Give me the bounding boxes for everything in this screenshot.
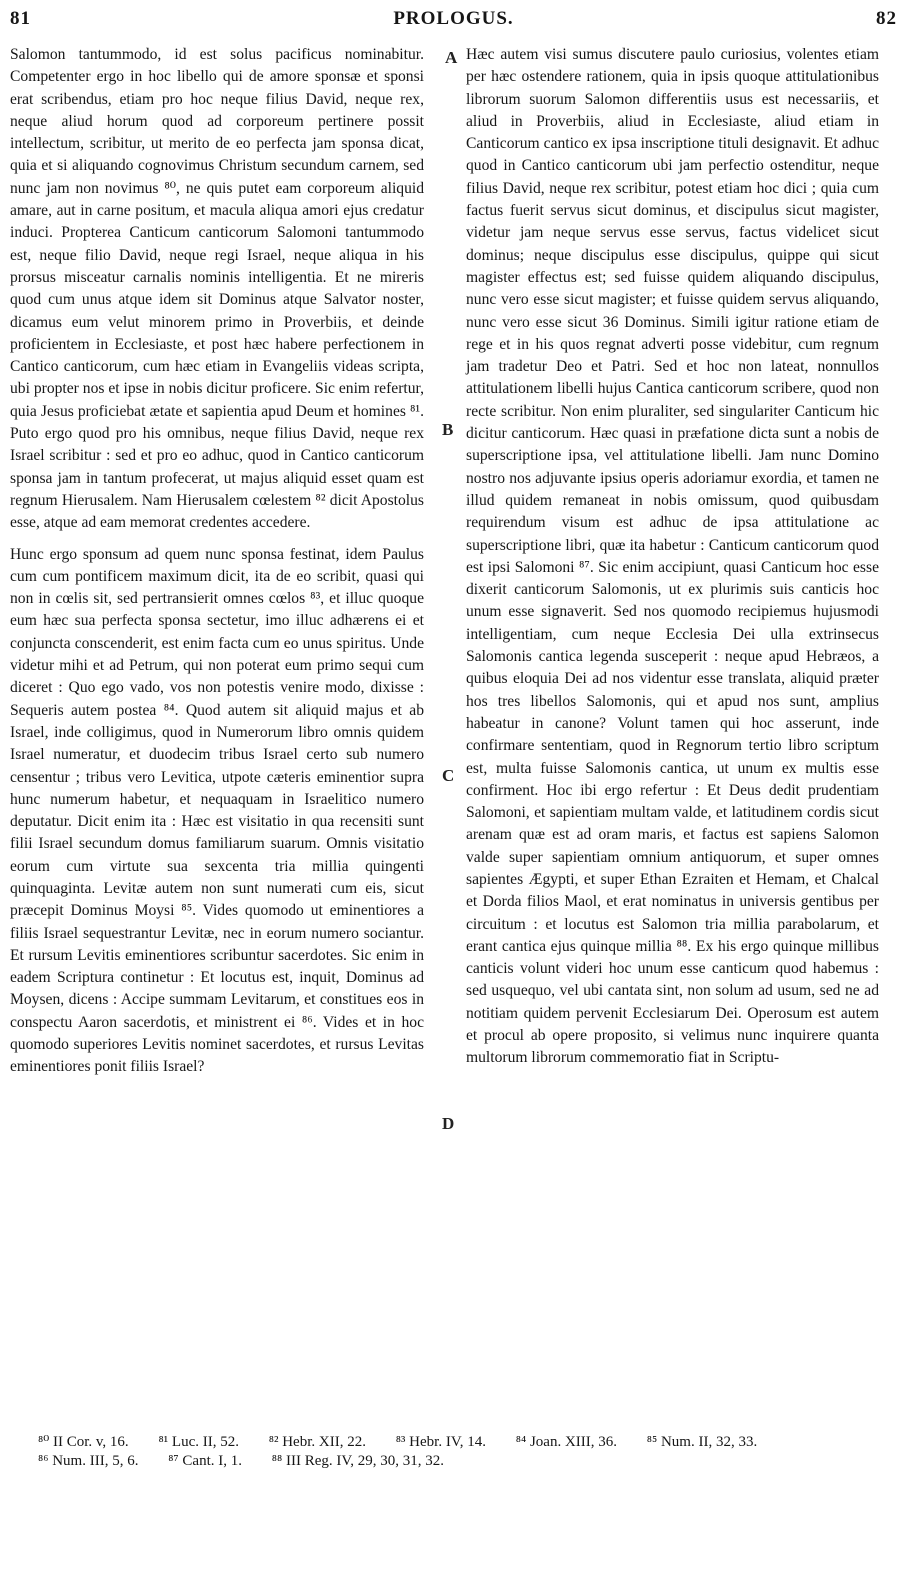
page-number-left: 81 bbox=[10, 8, 31, 29]
footnote-81: ⁸¹ Luc. II, 52. bbox=[158, 1434, 239, 1450]
footnote-line-1 bbox=[38, 1433, 877, 1452]
footnotes bbox=[38, 1433, 877, 1471]
footnote-88: ⁸⁸ III Reg. IV, 29, 30, 31, 32. bbox=[271, 1453, 445, 1469]
right-column bbox=[466, 44, 879, 1070]
page-header bbox=[10, 6, 897, 36]
left-column bbox=[10, 44, 424, 1079]
column-marker-b: B bbox=[442, 420, 454, 439]
column-marker-a: A bbox=[445, 48, 458, 67]
footnote-82: ⁸² Hebr. XII, 22. bbox=[268, 1434, 366, 1450]
running-title: PROLOGUS. bbox=[393, 8, 514, 29]
footnote-line-2 bbox=[38, 1452, 877, 1471]
footnote-80: ⁸⁰ II Cor. v, 16. bbox=[38, 1434, 129, 1450]
left-paragraph-2: Hunc ergo sponsum ad quem nunc sponsa festinat, idem Paulus cum cum pontificem maximum dicit, ita de eo scribit, quasi qui non in cœlis sit, sed pertransierit omnes cœlos ⁸³, et illuc quoque eum hæc sua perfecta sponsa sectetur, imo illuc adhærens ei et conjuncta conscenderit, est enim facta cum eo unus spiritus. Unde videtur mihi et ad Petrum, qui non poterat eum primo sequi cum diceret : Quo ego vado, vos non potestis venire modo, dixisse : Sequeris autem postea ⁸⁴. Quod autem sit aliquid majus et ab Israel, inde colligimus, quod in Numerorum libro omnis quidem Israel numeratur, et duodecim tribus Israel certo sub numero censentur ; tribus vero Levitica, utpote cæteris eminentior supra hunc numerum habetur, et nequaquam in Israelitico numero deputatur. Dicit enim ita : Hæc est visitatio in qua recensiti sunt filii Israel secundum domus familiarum suarum. Omnis visitatio eorum cum virtute sua sexcenta tria millia quingenti quinquaginta. Levitæ autem non sunt numerati cum eis, sicut præcepit Dominus Moysi ⁸⁵. Vides quomodo ut eminentiores a filiis Israel sequestrantur Levitæ, nec in eorum numero sociantur. Et rursum Levitis eminentiores scribuntur sacerdotes. Sic enim in eadem Scriptura continetur : Et locutus est, inquit, Dominus ad Moysen, dicens : Accipe summam Levitarum, et constitues eos in conspectu Aaron sacerdotis, et ministrent ei ⁸⁶. Vides et in hoc quomodo superiores Levitis nominet sacerdotes, et rursus Levitas eminentiores ponit filiis Israel? bbox=[10, 545, 424, 1076]
column-marker-c: C bbox=[442, 766, 455, 785]
footnote-84: ⁸⁴ Joan. XIII, 36. bbox=[515, 1434, 618, 1450]
footnote-85: ⁸⁵ Num. II, 32, 33. bbox=[646, 1434, 758, 1450]
right-paragraph-1: Hæc autem visi sumus discutere paulo curiosius, volentes etiam per hæc ostendere rationem, quia in ipsis quoque attitulationibus librorum suorum Salomon differentiis usus est necessariis, et aliud in Proverbiis, aliud in Ecclesiaste, aliud etiam in Canticorum cantico ex ipsa inscriptione tituli designavit. Et adhuc quod in Cantico canticorum ubi jam perfectio ostenditur, neque filius David, neque rex scribitur, potest etiam hoc dici ; quia cum factus fuerit servus sicut dominus, et discipulus sicut magister, videtur jam neque servus esse servus, factus videlicet sicut dominus; neque discipulus esse discipulus, quippe qui sicut magister effectus est; sed fuisse quidem aliquando discipulus, nunc vero esse sicut magister; et fuisse quidem servus aliquando, nunc vero esse sicut 36 Dominus. Simili igitur ratione etiam de rege et in his quos regnat adverti posse videbitur, cum regnum jam tradetur Deo et Patri. Sed et hoc non lateat, nonnullos attitulationem libelli hujus Cantica canticorum scribere, quod non recte scribitur. Non enim pluraliter, sed singulariter Canticum hic dicitur canticorum. Hæc quasi in præfatione dicta sunt a nobis de superscriptione ipsa, vel attitulatione libelli. Jam nunc Domino nostro nos adjuvante ipsius operis adoriamur exordia, et tamen ne illud quidem remaneat in nobis omissum, quod quibusdam requirendum visum est adhuc de ipsa attitulatione ac superscriptione libri, quæ ita habetur : Canticum canticorum quod est ipsi Salomoni ⁸⁷. Sic enim accipiunt, quasi Canticum hoc esse dixerit canticorum Salomonis, ut ex plurimis suis canticis hoc unum esse signaverit. Sed nos quomodo recipiemus hujusmodi intelligentiam, cum neque Ecclesia Dei ulla extrinsecus Salomonis cantica legenda susceperit : neque apud Hebræos, a quibus eloquia Dei ad nos videntur esse translata, aliquid præter hos tres libellos Salomonis, qui et apud nos sunt, amplius habeatur in canone? Volunt tamen qui hoc asserunt, inde confirmare sententiam, quod in Regnorum tertio libro scriptum est, multa fuisse Salomonis cantica, ut unum ex multis esse confirment. Hoc ibi ergo refertur : Et Deus dedit prudentiam Salomoni, et sapientiam multam valde, et latitudinem cordis sicut arenam quæ est ad oram maris, et factus est sapiens Salomon valde super sapientiam omnium antiquorum, et super omnes sapientes Ægypti, et super Ethan Ezraiten et Hemam, et Chalcal et Dorda filios Maol, et erat nominatus in universis gentibus per circuitum : et locutus est Salomon tria millia parabolarum, et erant cantica ejus quinque millia ⁸⁸. Ex his ergo quinque millibus canticis volunt videri hoc unum esse canticum quod habemus : sed usquequo, vel ubi cantata sint, non solum ad usum, sed ne ad notitiam quidem pervenit Ecclesiarum Dei. Operosum est autem et procul ab opere proposito, si velimus nunc inquirere quanta multorum librorum commemoratio fiat in Scriptu- bbox=[466, 46, 879, 1067]
left-paragraph-1: Salomon tantummodo, id est solus pacificus nominabitur. Competenter ergo in hoc libello qui de amore sponsæ et sponsi erat scribendus, etiam pro hoc neque filius David, neque rex, neque aliud horum quod ad corporeum pertinere possit intellectum, scribitur, ut merito de eo perfecta jam sponsa dicat, quia et si aliquando cognovimus Christum secundum carnem, sed nunc jam non novimus ⁸⁰, ne quis putet eam corporeum aliquid amare, aut in carne positum, et macula aliqua amori ejus credatur induci. Propterea Canticum canticorum Salomoni tantummodo est, neque filio David, neque regi Israel, neque aliqua in his prorsus misceatur carnalis nominis intelligentia. Et ne mireris quod cum unus atque idem sit Dominus atque Salvator noster, dicamus eum velut minorem primo in Proverbiis, et deinde proficientem in Ecclesiaste, et post hæc habere perfectionem in Cantico canticorum, cum hæc etiam in Evangeliis videas scripta, ubi propter nos et ipse in nobis dicitur proficere. Sic enim refertur, quia Jesus proficiebat ætate et sapientia apud Deum et homines ⁸¹. Puto ergo quod pro his omnibus, neque filius David, neque rex Israel scribitur : sed et pro eo adhuc, quod in Cantico canticorum sponsa jam in tantum profecerat, ut majus aliquid esset quam est regnum Hierusalem. Nam Hierusalem cœlestem ⁸² dicit Apostolus esse, atque ad eam memorat credentes accedere. bbox=[10, 46, 424, 532]
footnote-83: ⁸³ Hebr. IV, 14. bbox=[395, 1434, 486, 1450]
page-number-right: 82 bbox=[876, 8, 897, 29]
footnote-86: ⁸⁶ Num. III, 5, 6. bbox=[38, 1453, 139, 1469]
column-marker-d: D bbox=[442, 1114, 455, 1133]
footnote-87: ⁸⁷ Cant. I, 1. bbox=[168, 1453, 242, 1469]
